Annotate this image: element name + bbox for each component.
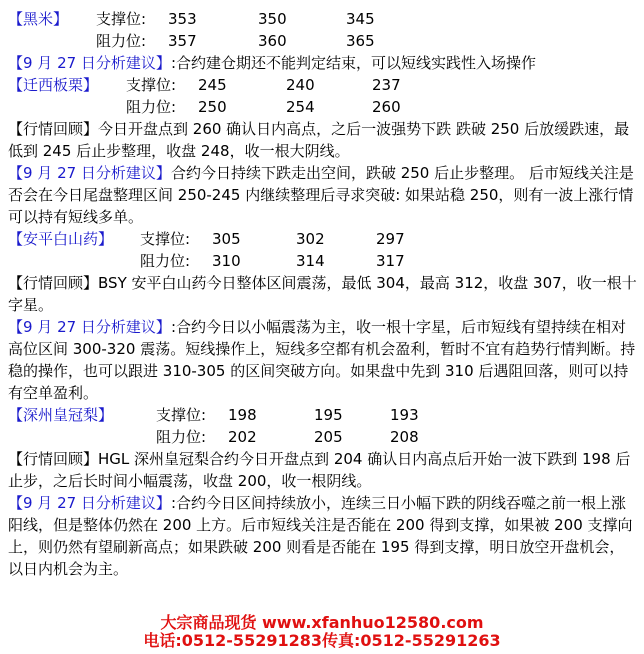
shenzhou-resist-1: 202	[228, 428, 257, 446]
advice4-paragraph	[8, 492, 638, 580]
qianxi-resist-2: 254	[286, 98, 315, 116]
advice4-text: :合约今日区间持续放小，连续三日小幅下跌的阴线吞噬之前一根上涨阳线，但是整体仍然在 200 上方。后市短线关注是否能在 200 得到支撑，如果被 200 支撑向上，则仍然有望刷新高点；如果跌破 200 则看是否能在 195 得到支撑，明日放空开盘机会，以日内机会为主。	[8, 494, 633, 578]
shenzhou-resist-2: 205	[314, 428, 343, 446]
anping-support-2: 302	[296, 230, 325, 248]
qianxi-support-2: 240	[286, 76, 315, 94]
review3-paragraph	[8, 272, 638, 316]
qianxi-resist-1: 250	[198, 98, 227, 116]
heimi-support-1: 353	[168, 10, 197, 28]
qianxi-support-1: 245	[198, 76, 227, 94]
anping-resist-1: 310	[212, 252, 241, 270]
heimi-tag: 【黑米】	[8, 10, 69, 28]
qianxi-support-label: 支撑位:	[126, 76, 177, 94]
shenzhou-support-2: 195	[314, 406, 343, 424]
review2-text: 今日开盘点到 260 确认日内高点，之后一波强势下跌 跌破 250 后放缓跌速，最低到 245 后止步整理，收盘 248，收一根大阴线。	[8, 120, 630, 160]
heimi-resist-3: 365	[346, 32, 375, 50]
qianxi-resist-3: 260	[372, 98, 401, 116]
anping-resist-2: 314	[296, 252, 325, 270]
advice1-text: :合约建仓期还不能判定结束，可以短线实践性入场操作	[170, 54, 536, 72]
footer-phone: 电话:0512-55291283传真:0512-55291263	[143, 631, 501, 650]
qianxi-tag: 【迁西板栗】	[8, 76, 99, 94]
anping-support-1: 305	[212, 230, 241, 248]
heimi-support-row	[8, 8, 638, 30]
qianxi-support-row	[8, 74, 638, 96]
anping-resist-3: 317	[376, 252, 405, 270]
review2-paragraph	[8, 118, 638, 162]
heimi-support-2: 350	[258, 10, 287, 28]
advice1-tag: 【9 月 27 日分析建议】	[8, 54, 171, 72]
shenzhou-support-1: 198	[228, 406, 257, 424]
heimi-resist-label: 阻力位:	[96, 32, 147, 50]
anping-tag: 【安平白山药】	[8, 230, 114, 248]
shenzhou-support-3: 193	[390, 406, 419, 424]
shenzhou-resist-row	[8, 426, 638, 448]
heimi-support-label: 支撑位:	[96, 10, 147, 28]
anping-resist-row	[8, 250, 638, 272]
heimi-resist-row	[8, 30, 638, 52]
shenzhou-resist-3: 208	[390, 428, 419, 446]
advice3-paragraph	[8, 316, 638, 404]
anping-resist-label: 阻力位:	[140, 252, 191, 270]
review4-paragraph	[8, 448, 638, 492]
advice4-tag: 【9 月 27 日分析建议】	[8, 494, 171, 512]
review4-tag: 【行情回顾】	[8, 450, 99, 468]
shenzhou-support-row	[8, 404, 638, 426]
qianxi-resist-label: 阻力位:	[126, 98, 177, 116]
heimi-resist-2: 360	[258, 32, 287, 50]
shenzhou-support-label: 支撑位:	[156, 406, 207, 424]
review4-text: HGL 深州皇冠梨合约今日开盘点到 204 确认日内高点后开始一波下跌到 198 后止步，之后长时间小幅震荡，收盘 200，收一根阴线。	[8, 450, 631, 490]
advice3-tag: 【9 月 27 日分析建议】	[8, 318, 171, 336]
anping-support-label: 支撑位:	[140, 230, 191, 248]
review3-tag: 【行情回顾】	[8, 274, 99, 292]
anping-support-row	[8, 228, 638, 250]
document-body	[8, 8, 638, 580]
anping-support-3: 297	[376, 230, 405, 248]
advice2-tag: 【9 月 27 日分析建议】	[8, 164, 171, 182]
review3-text: BSY 安平白山药今日整体区间震荡，最低 304，最高 312，收盘 307，收一根十字星。	[8, 274, 637, 314]
footer-website: 大宗商品现货 www.xfanhuo12580.com	[160, 613, 484, 632]
advice3-text: :合约今日以小幅震荡为主，收一根十字星，后市短线有望持续在相对高位区间 300-320 震荡。短线操作上，短线多空都有机会盈利，暂时不宜有趋势行情判断。持稳的操作，也可以跟进 310-305 的区间突破方向。如果盘中先到 310 后遇阻回落，则可以持有空单盈利。	[8, 318, 636, 402]
shenzhou-tag: 【深州皇冠梨】	[8, 406, 114, 424]
review2-tag: 【行情回顾】	[8, 120, 99, 138]
advice1-paragraph	[8, 52, 638, 74]
shenzhou-resist-label: 阻力位:	[156, 428, 207, 446]
qianxi-support-3: 237	[372, 76, 401, 94]
heimi-support-3: 345	[346, 10, 375, 28]
advice2-text: 合约今日持续下跌走出空间，跌破 250 后止步整理。 后市短线关注是否会在今日尾盘整理区间 250-245 内继续整理后寻求突破: 如果站稳 250，则有一波上涨行情可以持有短线多单。	[8, 164, 634, 226]
advice2-paragraph	[8, 162, 638, 228]
qianxi-resist-row	[8, 96, 638, 118]
heimi-resist-1: 357	[168, 32, 197, 50]
